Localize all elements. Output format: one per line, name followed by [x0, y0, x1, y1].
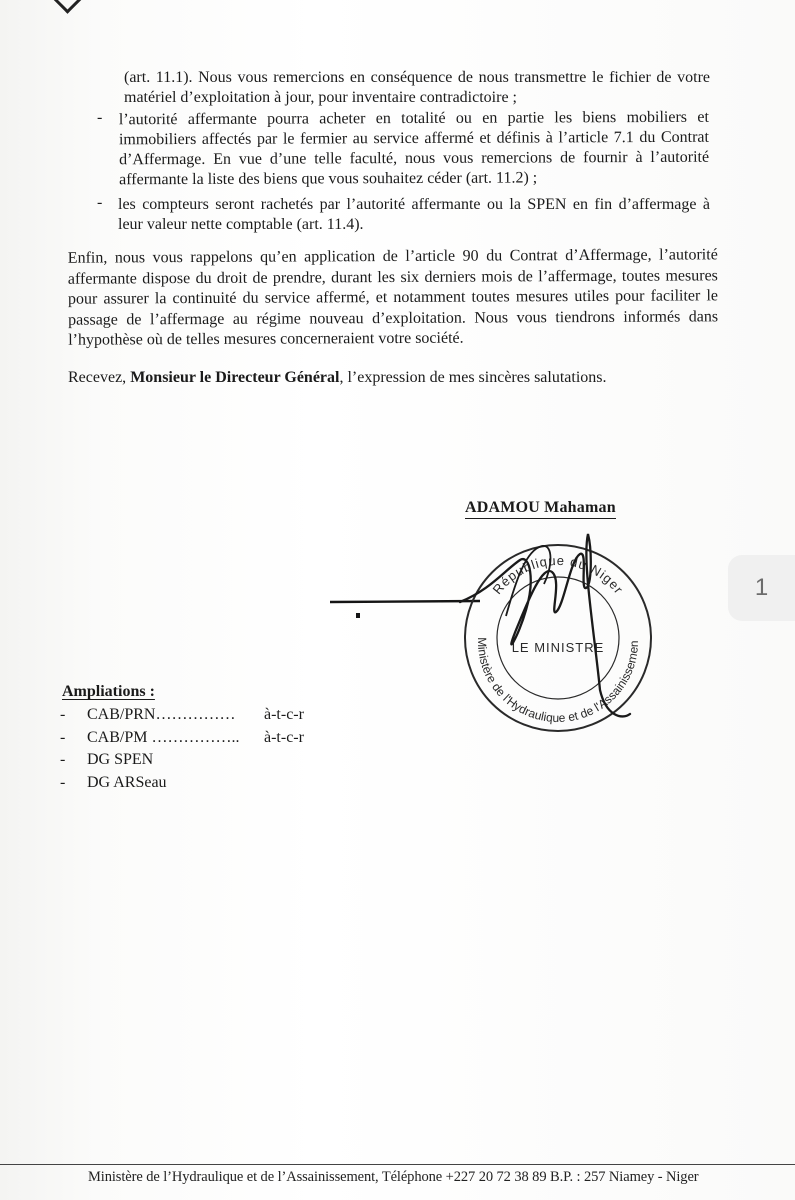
bullet-2-line-1: l’autorité affermante pourra acheter en totalité ou en partie les biens mobiliers et: [118, 108, 709, 129]
footer-address: Ministère de l’Hydraulique et de l’Assainissement, Téléphone +227 20 72 38 89 B.P. : 257 Niamey - Niger: [88, 1169, 699, 1185]
closing-addressee: Monsieur le Directeur Général: [130, 369, 340, 386]
ampliation-name: DG SPEN: [87, 751, 154, 768]
signer-name: ADAMOU Mahaman: [465, 499, 616, 519]
bullet-2-line-3: d’Affermage. En vue d’une telle faculté, nous vous remercions de fournir à l’autorité: [119, 148, 710, 169]
ampliation-dash: -: [60, 706, 66, 723]
ampliation-name: CAB/PRN……………: [87, 706, 236, 723]
paragraph-line-5: l’hypothèse où de telles mesures concerneraient votre société.: [68, 329, 464, 349]
ampliation-item: [60, 705, 304, 725]
ampliations-title: Ampliations :: [62, 683, 155, 700]
ampliation-name: DG ARSeau: [87, 774, 167, 791]
stamp-bottom-text: Ministère de l'Hydraulique et de l'Assainissemen: [474, 637, 642, 726]
signature-dot: [356, 613, 360, 618]
closing-before: Recevez,: [68, 369, 131, 386]
ampliation-item: [60, 750, 264, 770]
paragraph-line-1: Enfin, nous vous rappelons qu’en application de l’article 90 du Contrat d’Affermage, l’autorité: [67, 246, 718, 267]
paragraph-enfin: [68, 245, 719, 351]
bullet-3-text: [118, 195, 710, 235]
stamp-top-text: République du Niger: [489, 552, 627, 598]
official-stamp: [330, 520, 670, 740]
ampliation-dash: -: [60, 774, 66, 791]
bullet-2-dash: -: [97, 109, 103, 126]
stamp-center-text: LE MINISTRE: [511, 640, 605, 655]
ampliation-name: CAB/PM ……………..: [87, 729, 240, 746]
closing-after: , l’expression de mes sincères salutations.: [339, 369, 607, 386]
signature-underline: [330, 601, 480, 602]
bullet-3-line-1: les compteurs seront rachetés par l’autorité affermante ou la SPEN en fin d’affermage à: [118, 196, 710, 213]
ampliation-suffix: à-t-c-r: [264, 729, 304, 746]
paragraph-line-2: affermante dispose du droit de prendre, durant les six derniers mois de l’affermage, toutes mesures: [67, 266, 718, 288]
closing-line: [68, 368, 607, 388]
ampliation-suffix: à-t-c-r: [264, 706, 304, 723]
bullet-2-line-2: immobiliers affectés par le fermier au service affermé et définis à l’article 7.1 du Contrat: [118, 128, 709, 149]
stamp-outer-ring: [465, 545, 651, 731]
bullet-2-line-4: affermante la liste des biens que vous souhaitez céder (art. 11.2) ;: [119, 169, 538, 189]
bullet-1-line-2: matériel d’exploitation à jour, pour inventaire contradictoire ;: [124, 89, 517, 106]
ampliation-dash: -: [60, 751, 66, 768]
bullet-3-dash: -: [97, 194, 103, 211]
corner-mark: [51, 0, 84, 14]
bullet-1-text: [124, 68, 710, 108]
bullet-1-line-1: (art. 11.1). Nous vous remercions en conséquence de nous transmettre le fichier de votre: [124, 69, 710, 86]
ampliation-item: [60, 773, 264, 793]
page-number-indicator[interactable]: 1: [728, 555, 795, 621]
ampliation-dash: -: [60, 729, 66, 746]
bullet-3-line-2: leur valeur nette comptable (art. 11.4).: [118, 216, 364, 233]
paragraph-line-3: pour assurer la continuité du service affermé, et notamment toutes mesures utiles pour faciliter le: [67, 287, 719, 308]
ampliation-item: [60, 728, 304, 748]
bullet-2-text: [119, 108, 709, 191]
footer-rule: [0, 1164, 795, 1165]
paragraph-line-4: passage de l’affermage au régime nouveau d’exploitation. Nous vous tiendrons informés dans: [68, 307, 719, 329]
